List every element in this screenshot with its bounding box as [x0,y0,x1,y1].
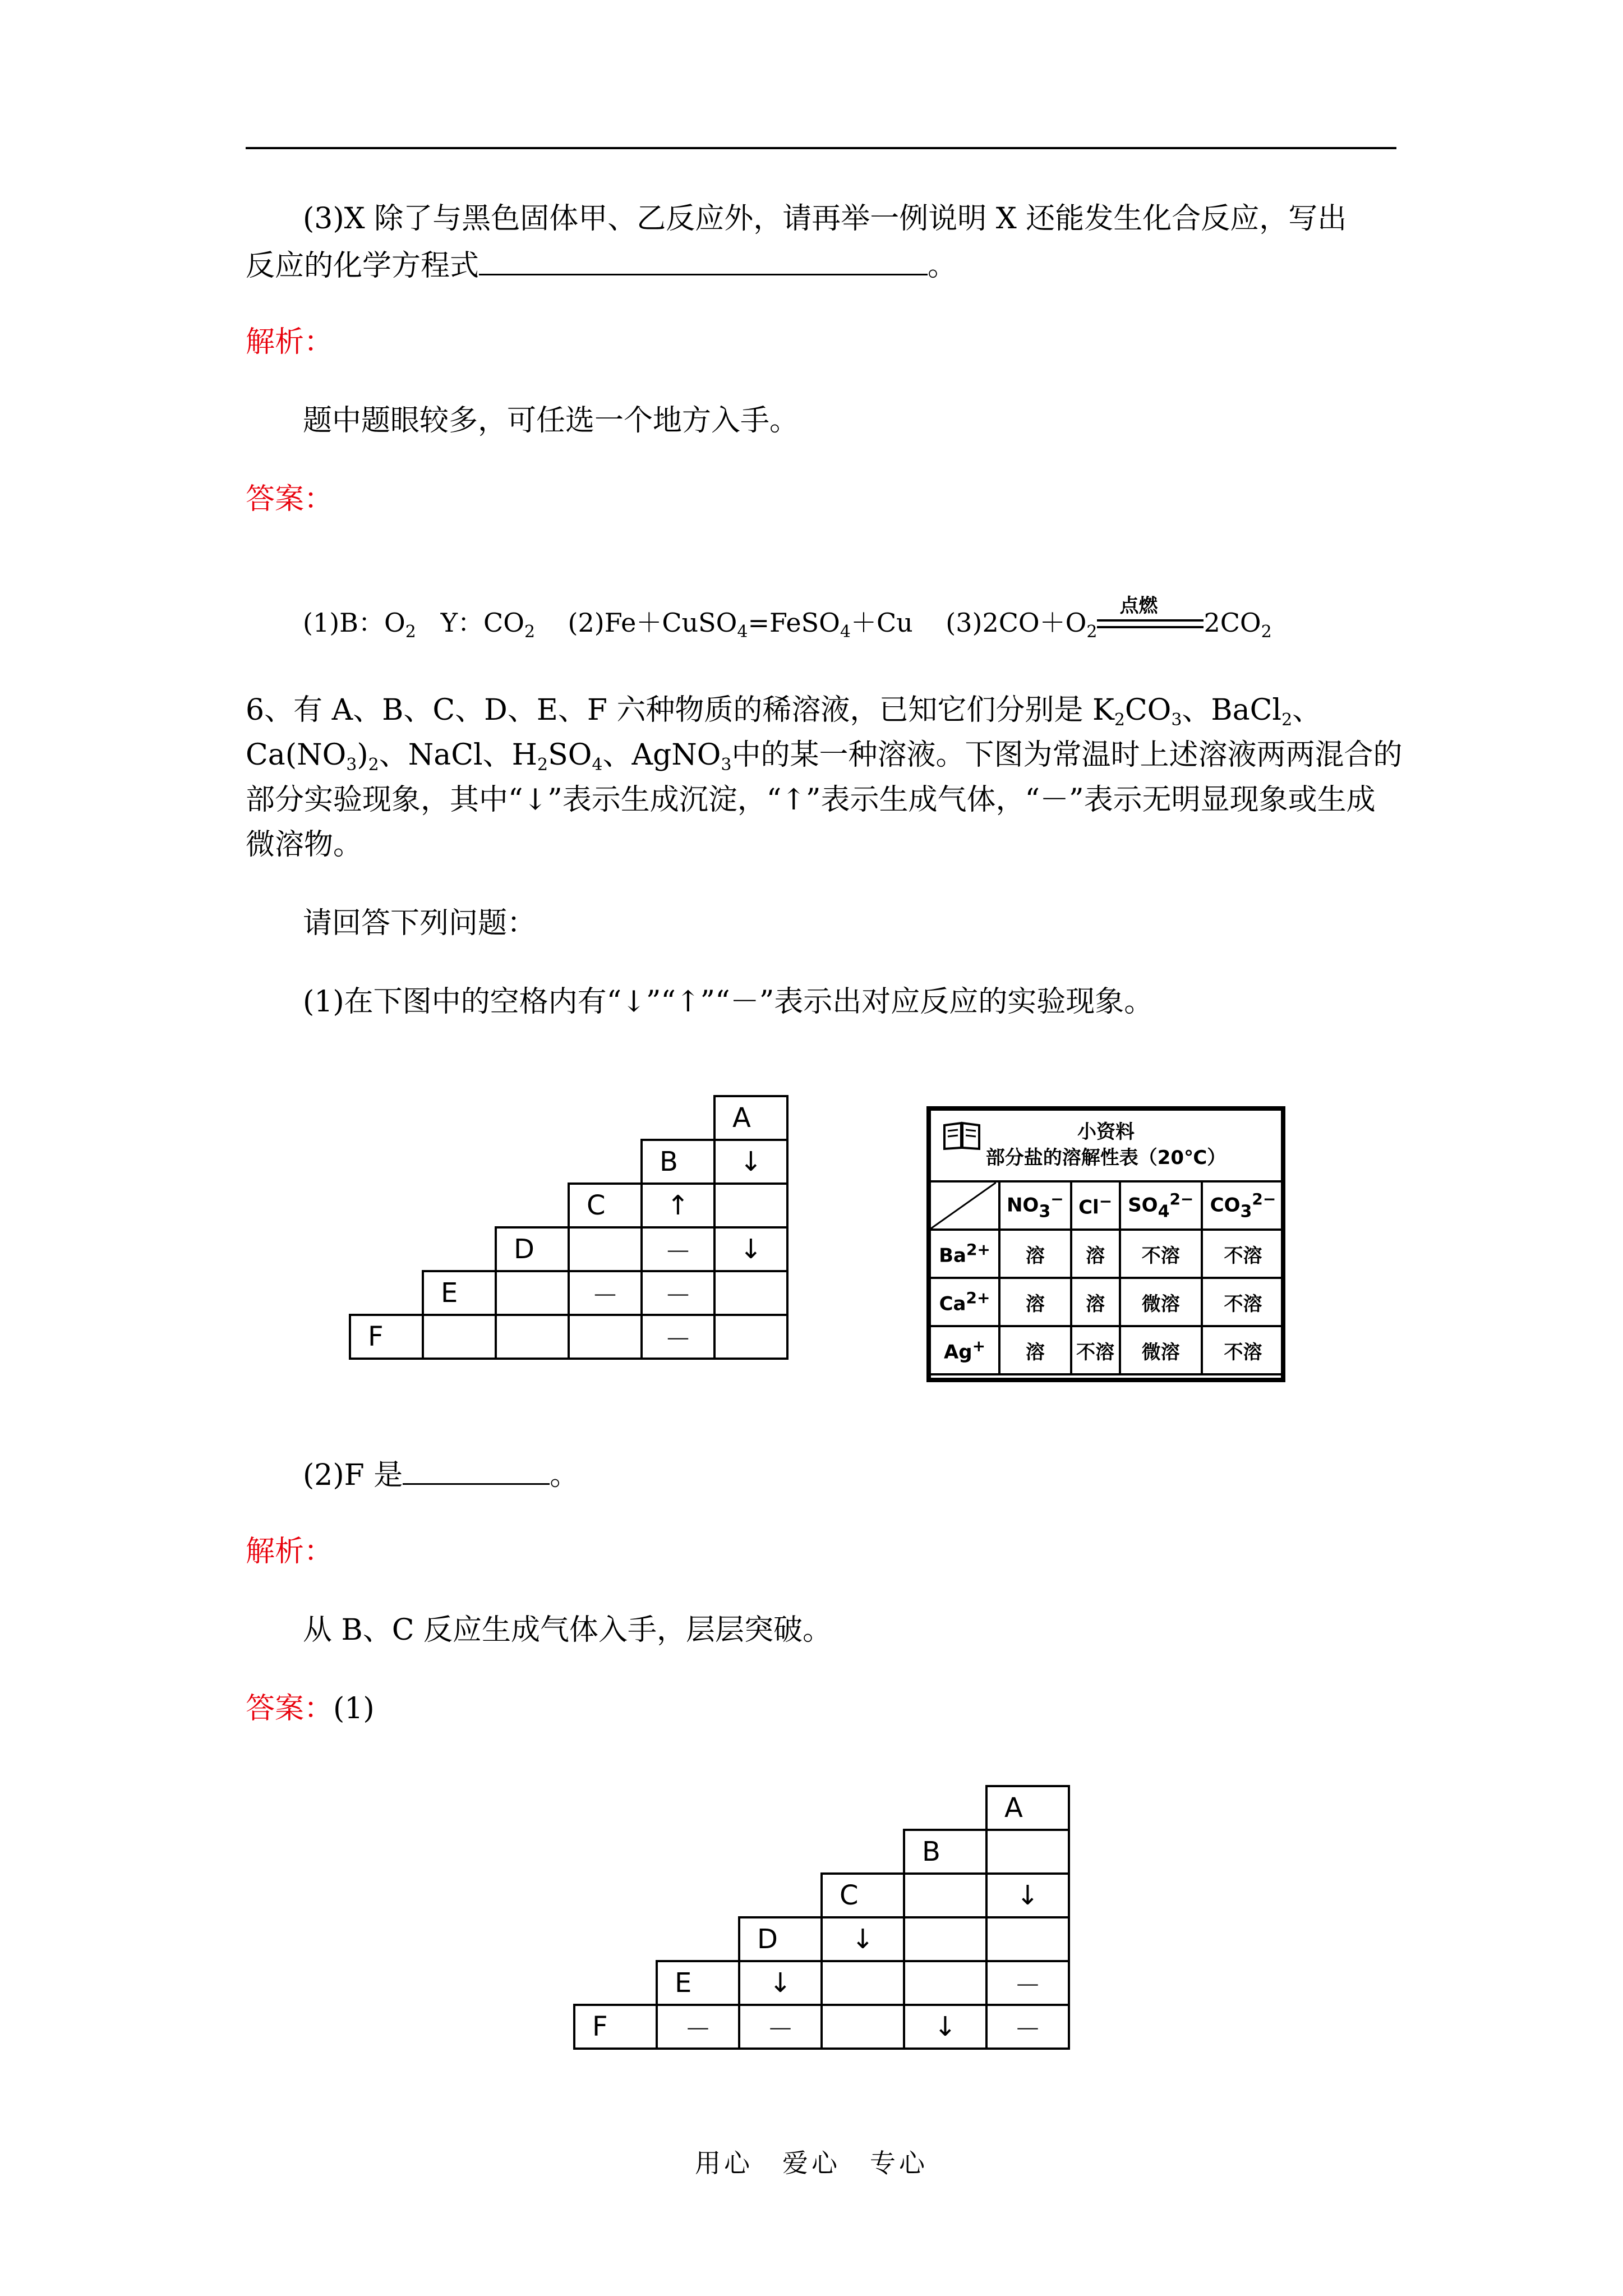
anion-header: Cl− [1071,1181,1120,1230]
grid-label-cell: D [495,1226,570,1272]
sol-cell: 溶 [1071,1230,1120,1278]
analysis2-text: 从 B、C 反应生成气体入手，层层突破。 [303,1613,832,1647]
q6-line4: 微溶物。 [246,828,363,862]
anion-header: $SO_4^{2-}$ [1120,1181,1202,1230]
grid-label-cell: B [903,1829,988,1875]
cation-header: Ag+ [930,1326,999,1374]
answer-blank [479,242,928,275]
q6-line1: 6、有 A、B、C、D、E、F 六种物质的稀溶液，已知它们分别是 $K_2CO_3$、BaCl$_2$、 [246,693,1322,730]
q6-please: 请回答下列问题： [303,907,537,940]
grid-mark-cell [495,1314,570,1360]
analysis-text: 题中题眼较多，可任选一个地方入手。 [303,404,799,438]
sol-cell: 不溶 [1202,1230,1284,1278]
grid-mark-cell: － [640,1270,716,1316]
grid-mark-cell: ↓ [713,1139,789,1185]
grid-mark-cell: － [640,1314,716,1360]
sol-cell: 微溶 [1120,1278,1202,1326]
grid-label-cell: D [738,1916,823,1962]
grid-mark-cell: － [985,2004,1070,2050]
grid-mark-cell [713,1182,789,1228]
answer-blank [403,1452,550,1485]
sol-cell: 不溶 [1120,1230,1202,1278]
q6-sub2: (2)F 是 。 [303,1452,579,1497]
cation-header: $Ca^{2+}$ [930,1278,999,1326]
grid-label-cell: A [713,1095,789,1141]
header-rule [246,147,1396,149]
grid-mark-cell [495,1270,570,1316]
answer2-line: 答案：(1) [246,1692,375,1726]
analysis2-label: 解析： [246,1535,334,1568]
answer-label: 答案： [246,482,334,516]
sol-cell: 溶 [999,1326,1071,1374]
q6-sub1: (1)在下图中的空格内有“↓”“↑”“－”表示出对应反应的实验现象。 [303,985,1154,1019]
grid-mark-cell [903,1960,988,2006]
grid-mark-cell [985,1829,1070,1875]
grid-mark-cell: － [568,1270,643,1316]
grid-mark-cell: ↓ [985,1872,1070,1918]
grid-mark-cell: ↓ [738,1960,823,2006]
grid-mark-cell [820,1960,905,2006]
sol-cell: 溶 [1071,1278,1120,1326]
grid-label-cell: C [568,1182,643,1228]
grid-mark-cell [713,1270,789,1316]
q6-line3: 部分实验现象，其中“↓”表示生成沉淀，“↑”表示生成气体，“－”表示无明显现象或生成 [246,783,1376,817]
grid-mark-cell: － [738,2004,823,2050]
sol-cell: 微溶 [1120,1326,1202,1374]
grid-label-cell: C [820,1872,905,1918]
anion-header: $CO_3^{2-}$ [1202,1181,1284,1230]
grid-mark-cell [713,1314,789,1360]
grid-label-cell: F [349,1314,424,1360]
grid-label-cell: F [573,2004,658,2050]
diag-cell [930,1181,999,1230]
page-footer: 用心 爱心 专心 [695,2148,928,2178]
sol-cell: 不溶 [1071,1326,1120,1374]
sol-cell: 溶 [999,1278,1071,1326]
grid-mark-cell [820,2004,905,2050]
sol-grid [929,1180,1285,1375]
grid-mark-cell: ↓ [820,1916,905,1962]
grid-mark-cell [985,1916,1070,1962]
grid-label-cell: B [640,1139,716,1185]
analysis-label: 解析： [246,325,334,359]
ignition-condition: 点燃 [1097,608,1204,642]
sol-subtitle: 部分盐的溶解性表（20℃） [985,1147,1227,1169]
grid-mark-cell: ↑ [640,1182,716,1228]
grid-label-cell: E [656,1960,740,2006]
grid-mark-cell: ↓ [903,2004,988,2050]
grid-mark-cell [903,1916,988,1962]
sol-title: 小资料 [1077,1121,1135,1143]
grid-mark-cell [568,1314,643,1360]
sol-cell: 溶 [999,1230,1071,1278]
grid-mark-cell [903,1872,988,1918]
q6-line2: $Ca(NO_3)_2$、NaCl、$H_2SO_4$、AgNO$_3$中的某一种溶液。下图为常温时上述溶液两两混合的 [246,738,1403,775]
grid-mark-cell: － [640,1226,716,1272]
q3-line1: (3)X 除了与黑色固体甲、乙反应外，请再举一例说明 X 还能发生化合反应，写出 [303,202,1347,236]
grid-mark-cell [422,1314,497,1360]
q3-line2: 反应的化学方程式 。 [246,242,957,287]
sol-cell: 不溶 [1202,1326,1284,1374]
answer1-equations: (1)B：$O_2$ Y：$CO_2$ (2)Fe＋CuSO$_4$=FeSO$_4$＋Cu $(3)2CO+O_2$ 点燃 $2CO_2$ [303,595,1272,642]
grid-label-cell: A [985,1785,1070,1831]
grid-mark-cell: ↓ [713,1226,789,1272]
grid-mark-cell: － [985,1960,1070,2006]
grid-mark-cell [568,1226,643,1272]
grid-mark-cell: － [656,2004,740,2050]
sol-cell: 不溶 [1202,1278,1284,1326]
solubility-table [926,1106,1285,1382]
anion-header: $NO_3^-$ [999,1181,1071,1230]
cation-header: $Ba^{2+}$ [930,1230,999,1278]
grid-label-cell: E [422,1270,497,1316]
